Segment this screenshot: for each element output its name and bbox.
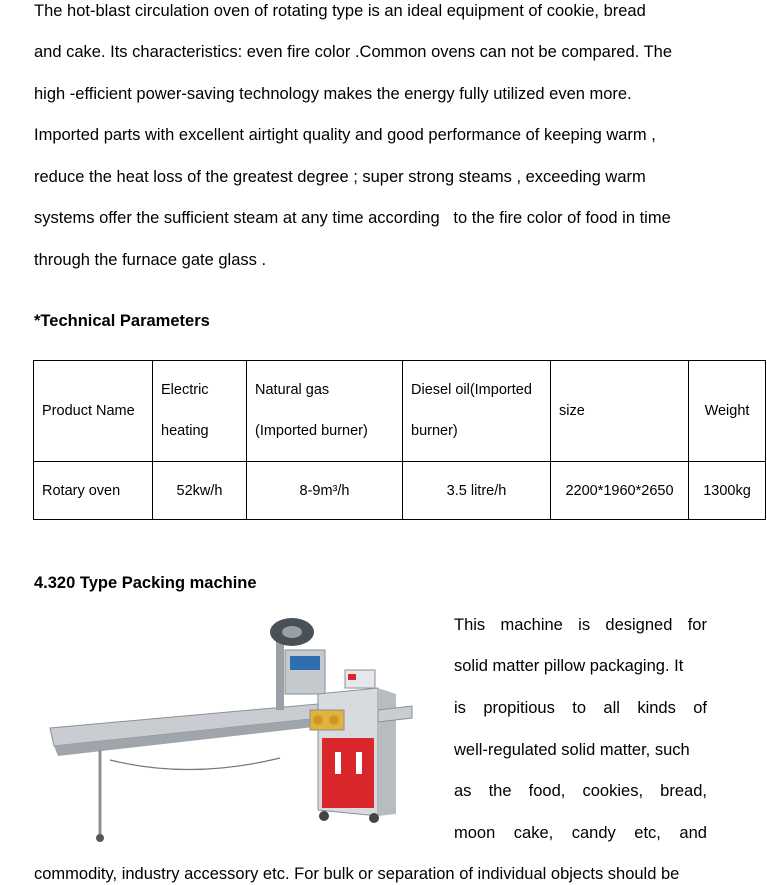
intro-line-1: The hot-blast circulation oven of rotating type is an ideal equipment of cookie, bread	[34, 2, 646, 20]
packing-text-line-1: This machine is designed for	[454, 616, 707, 634]
header-product-name: Product Name	[34, 361, 153, 462]
intro-line-4: Imported parts with excellent airtight quality and good performance of keeping warm ,	[34, 126, 656, 144]
cell-gas: 8-9m³/h	[247, 462, 403, 520]
header-diesel-oil: Diesel oil(Imported burner)	[403, 361, 551, 462]
intro-line-6: systems offer the sufficient steam at any time according to the fire color of food in time	[34, 209, 671, 227]
cell-product: Rotary oven	[34, 462, 153, 520]
cell-diesel: 3.5 litre/h	[403, 462, 551, 520]
header-natural-gas: Natural gas (Imported burner)	[247, 361, 403, 462]
packing-text-line-5: as the food, cookies, bread,	[454, 782, 707, 800]
intro-line-7: through the furnace gate glass .	[34, 251, 267, 269]
technical-parameters-table	[33, 360, 766, 520]
table-header-row	[34, 361, 766, 462]
intro-line-5: reduce the heat loss of the greatest degree ; super strong steams , exceeding warm	[34, 168, 646, 186]
header-weight: Weight	[689, 361, 766, 462]
cell-size: 2200*1960*2650	[551, 462, 689, 520]
table-row	[34, 462, 766, 520]
intro-line-3: high -efficient power-saving technology makes the energy fully utilized even more.	[34, 85, 632, 103]
packing-text-line-2: solid matter pillow packaging. It	[454, 657, 684, 675]
packing-text-line-6: moon cake, candy etc, and	[454, 824, 707, 842]
header-size: size	[551, 361, 689, 462]
cell-weight: 1300kg	[689, 462, 766, 520]
cell-electric: 52kw/h	[153, 462, 247, 520]
packing-machine-photo	[40, 610, 420, 850]
packing-text-line-4: well-regulated solid matter, such	[454, 741, 690, 759]
packing-text-line-3: is propitious to all kinds of	[454, 699, 707, 717]
packing-machine-heading: 4.320 Type Packing machine	[34, 574, 257, 592]
technical-parameters-heading: *Technical Parameters	[34, 312, 210, 330]
header-electric-heating: Electric heating	[153, 361, 247, 462]
intro-line-2: and cake. Its characteristics: even fire color .Common ovens can not be compared. The	[34, 43, 673, 61]
packing-last-line: commodity, industry accessory etc. For bulk or separation of individual objects should be	[34, 865, 680, 883]
